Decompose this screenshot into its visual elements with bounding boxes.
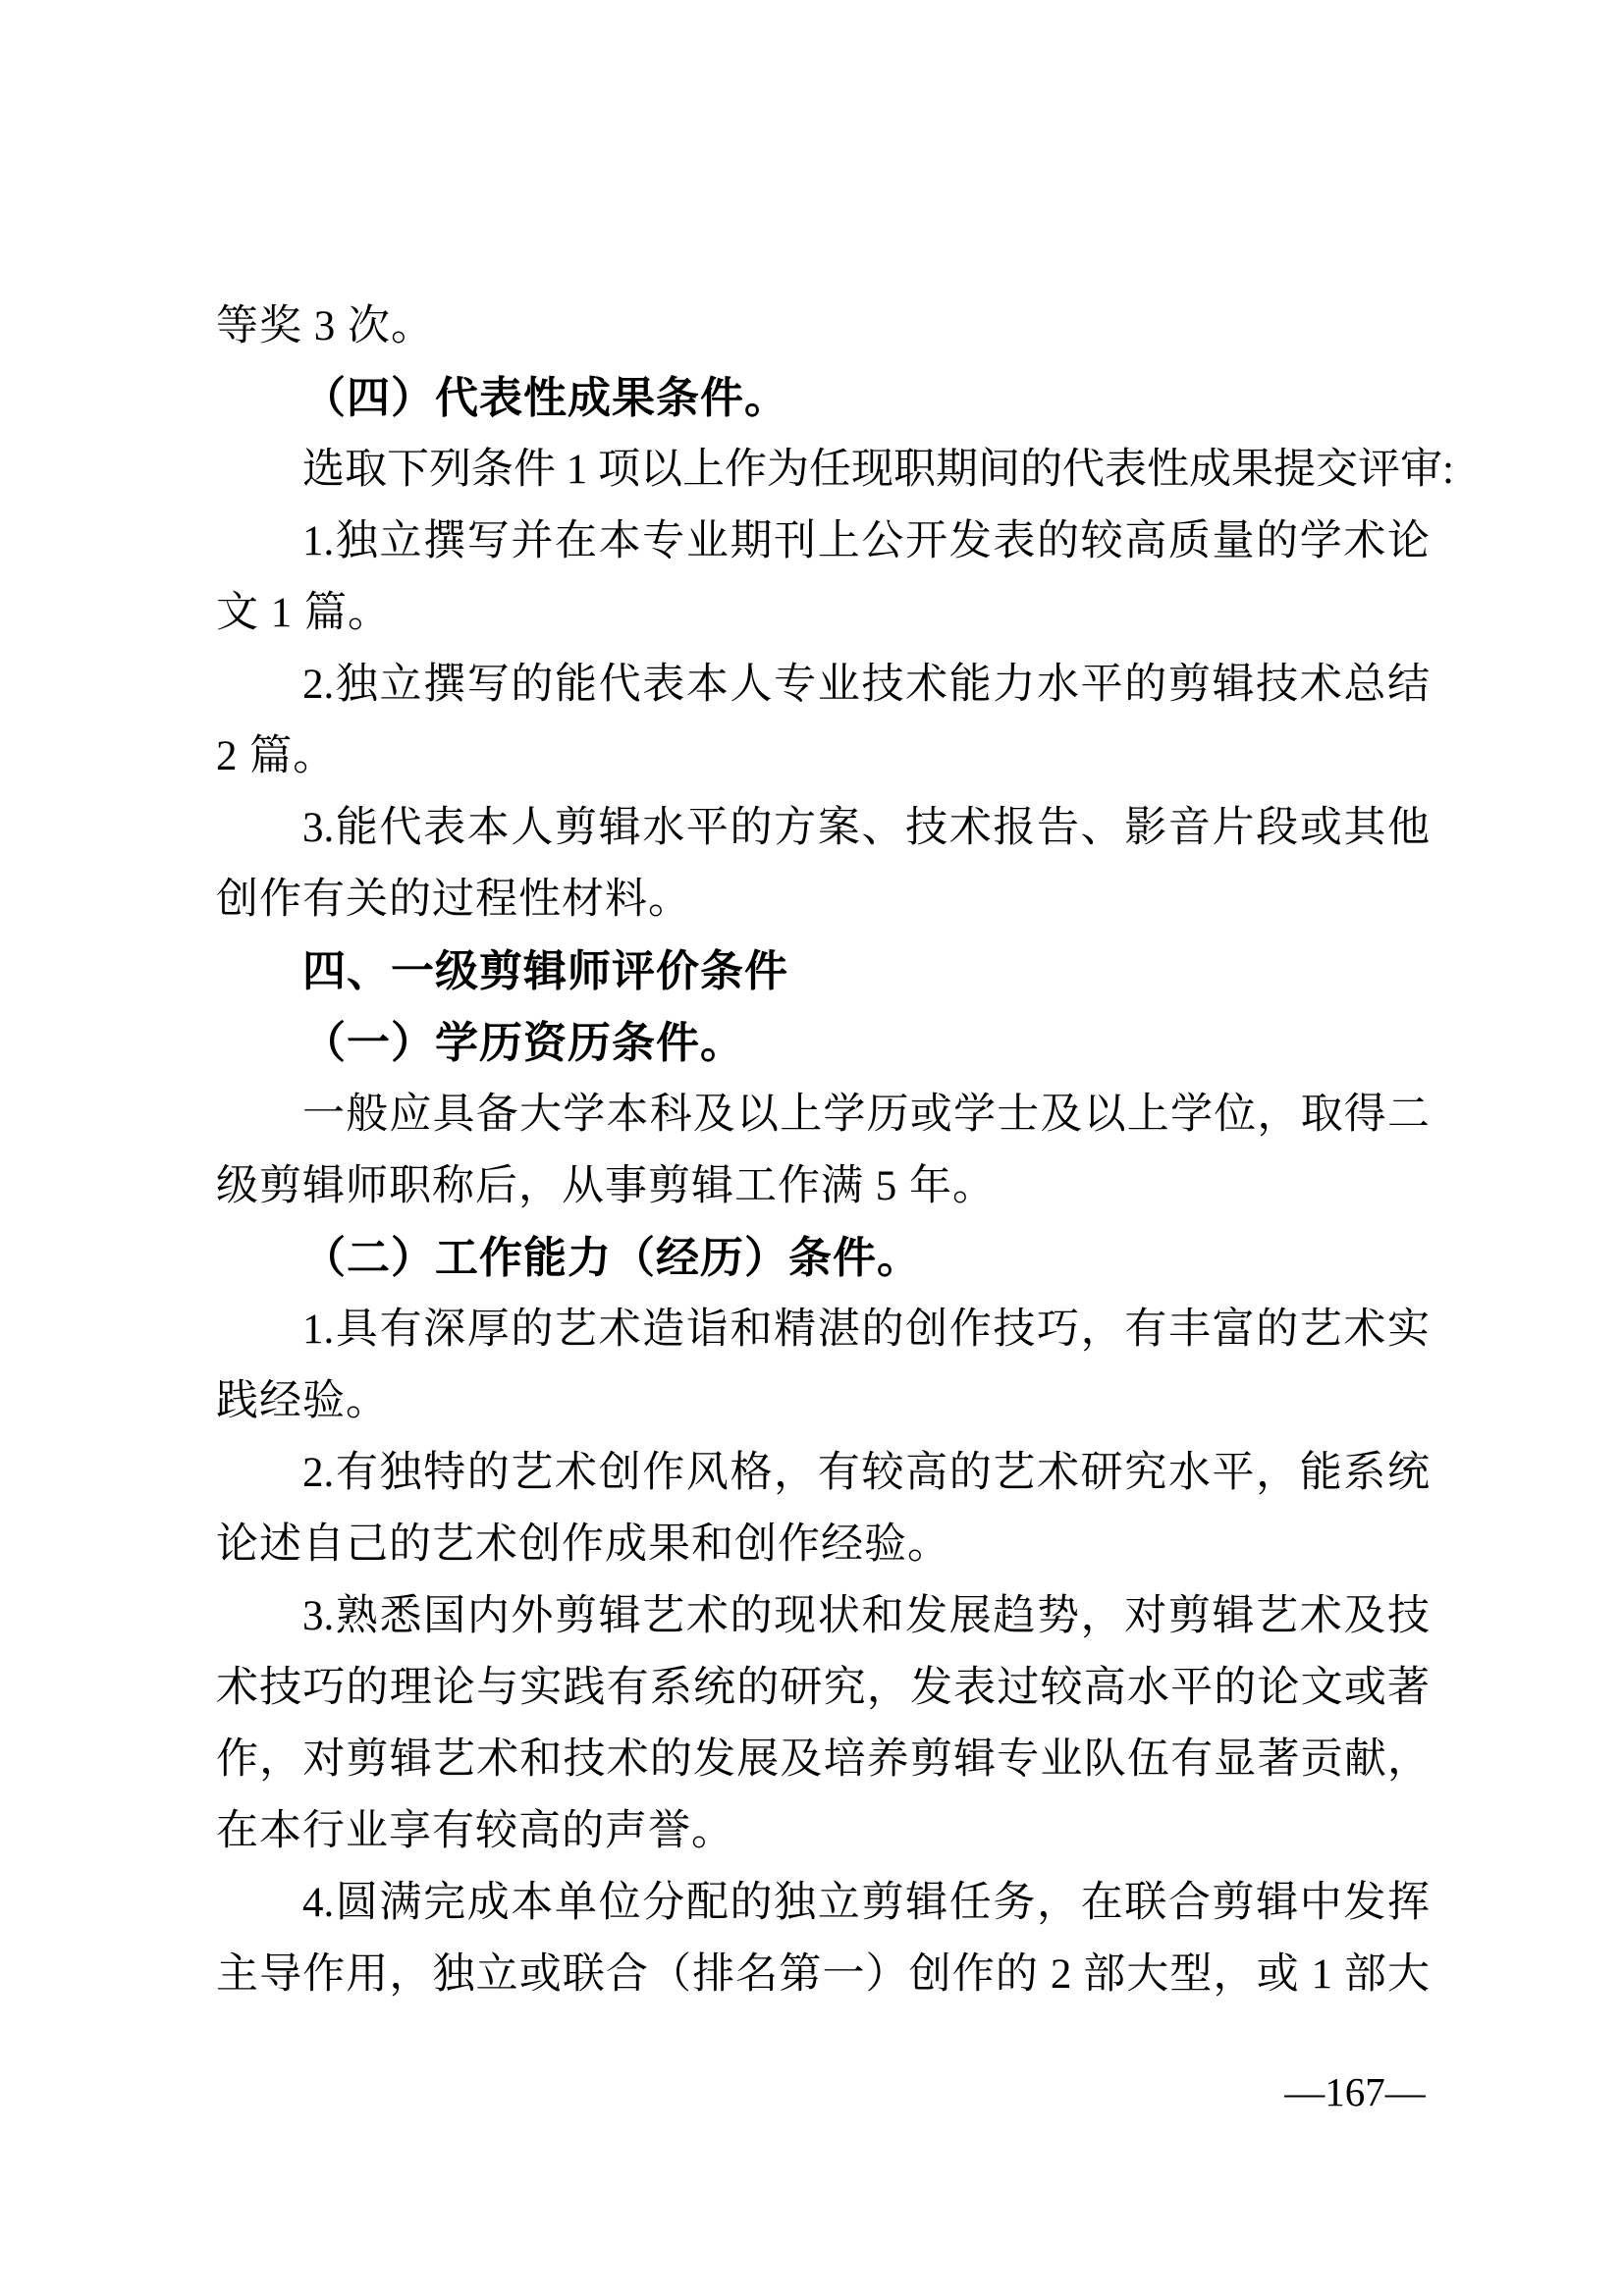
text-line: 践经验。 (216, 1378, 389, 1424)
text-line: 3.熟悉国内外剪辑艺术的现状和发展趋势，对剪辑艺术及技 (302, 1593, 1430, 1639)
text-line: 在本行业享有较高的声誉。 (216, 1808, 734, 1854)
text-line: 3.能代表本人剪辑水平的方案、技术报告、影音片段或其他 (302, 805, 1430, 851)
text-line: 级剪辑师职称后，从事剪辑工作满 5 年。 (216, 1163, 996, 1209)
text-line: 术技巧的理论与实践有系统的研究，发表过较高水平的论文或著 (216, 1665, 1430, 1711)
text-line: 主导作用，独立或联合（排名第一）创作的 2 部大型，或 1 部大 (216, 1951, 1430, 1998)
text-line: 2.独立撰写的能代表本人专业技术能力水平的剪辑技术总结 (302, 662, 1430, 708)
text-line: 1.独立撰写并在本专业期刊上公开发表的较高质量的学术论 (302, 518, 1430, 564)
heading-line: （四）代表性成果条件。 (302, 374, 788, 422)
heading-line: （一）学历资历条件。 (302, 1019, 744, 1067)
text-line: 文 1 篇。 (216, 590, 391, 636)
text-line: 2.有独特的艺术创作风格，有较高的艺术研究水平，能系统 (302, 1450, 1430, 1496)
text-line: 1.具有深厚的艺术造诣和精湛的创作技巧，有丰富的艺术实 (302, 1307, 1430, 1353)
heading-line: （二）工作能力（经历）条件。 (302, 1234, 921, 1282)
text-line: 4.圆满完成本单位分配的独立剪辑任务，在联合剪辑中发挥 (302, 1880, 1430, 1926)
text-line: 2 篇。 (216, 733, 337, 779)
text-line: 论述自己的艺术创作成果和创作经验。 (216, 1522, 950, 1568)
document-text-block (216, 291, 1454, 2010)
text-line: 作，对剪辑艺术和技术的发展及培养剪辑专业队伍有显著贡献， (216, 1736, 1430, 1783)
text-line: 选取下列条件 1 项以上作为任现职期间的代表性成果提交评审: (302, 447, 1454, 493)
text-line: 创作有关的过程性材料。 (216, 877, 691, 923)
page-number: —167— (1284, 2069, 1426, 2114)
text-line: 等奖 3 次。 (216, 303, 434, 349)
text-line: 一般应具备大学本科及以上学历或学士及以上学位，取得二 (302, 1092, 1430, 1138)
heading-line: 四、一级剪辑师评价条件 (302, 947, 788, 995)
